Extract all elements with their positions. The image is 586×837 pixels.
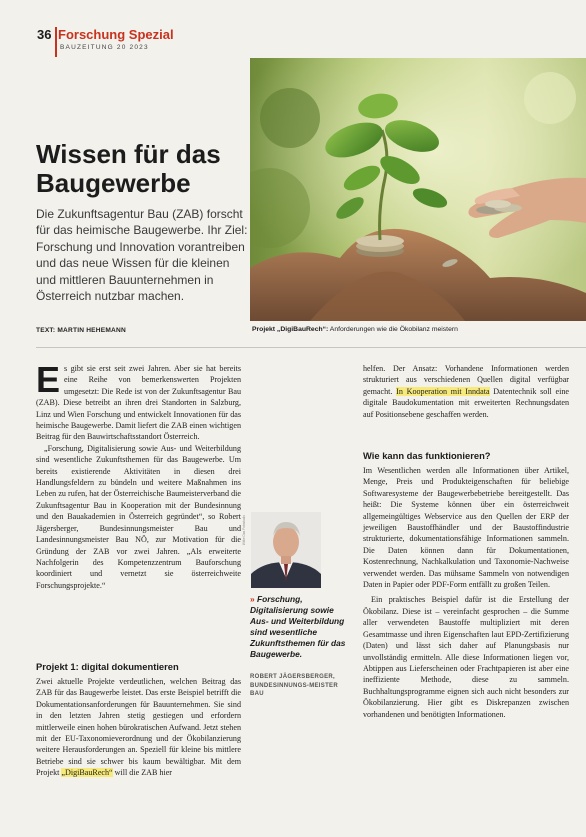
pull-quote: » Forschung, Digitalisierung sowie Aus- und Weiterbildung sind wesentliche Zukunftsthemen für das Baugewerbe. [250,594,346,659]
section-divider [55,27,57,57]
paragraph: Im Wesentlichen werden alle Informationen über Artikel, Menge, Preis und Produkteigenschaften für beliebige Softwaresysteme der Baugewerbebetriebe bereitgestellt. Das heißt: Die Systeme können über ein österreichweit allgemeingültiges Webservice aus den Quellen der ERP der jeweiligen Baustoffhändler und der Baustoffindustrie strukturierte, dokumentationsfähige Informationen sammeln. Die Daten können dann für Dokumentationen, Kostenrechnung, Nachkalkulation und Taxonomie-Nachweise verwendet werden. Das mühsame Sammeln von notwendigen Daten in Papier oder PDF-Form entfällt zu großen Teilen. [363,466,569,590]
quote-mark-icon: » [250,594,255,604]
article-title: Wissen für das Baugewerbe [36,139,221,198]
page-number: 36 [37,27,52,42]
body-column-2-cont [363,465,569,720]
body-column-1 [36,359,241,591]
author-byline: TEXT: MARTIN HEHEMANN [36,327,126,334]
article-lead: Die Zukunftsagentur Bau (ZAB) forscht für das heimische Baugewerbe. Ihr Ziel: Forschung und Innovation vorantreiben und das neue Wissen für die kleinen und mittleren Bauunternehmen in Österreich nutzbar machen. [36,207,248,304]
subheading: Wie kann das funktionieren? [363,450,491,461]
photo-caption: Projekt „DigiBauRech“: Anforderungen wie die Ökobilanz meistern [252,326,458,333]
issue-label: BAUZEITUNG 20 2023 [60,44,149,51]
photo-credit: Wilke Das Fotostudio [242,515,246,546]
plant-coins-photo [250,58,586,321]
body-column-2 [363,363,569,420]
subheading: Projekt 1: digital dokumentieren [36,661,179,672]
divider-line [36,347,586,348]
paragraph: helfen. Der Ansatz: Vorhandene Informationen werden strukturiert aus verschiedenen Quellen digital verfügbar gemacht. In Kooperation mit Inndata Datentechnik soll eine digitale Baudokumentation mit erweiterten Rechnungsdaten auf Positionsebene geschaffen werden. [363,364,569,419]
portrait-photo [251,512,321,588]
drop-cap: E [36,359,61,400]
paragraph: Zwei aktuelle Projekte verdeutlichen, welchen Beitrag das ZAB für das Baugewerbe leistet. Das erste Beispiel betrifft die Dokumentationsanforderungen für Bauunternehmen. Sie sind in den letzten Jahren stetig gestiegen und erfordern mittlerweile einen hohen bürokratischen Aufwand. Jetzt stehen mit der EU-Taxonomieverordnung und der Ökobilanzierung weitere Herausforderungen an. Speziell für kleine bis mittlere Betriebe sind sie schwer bis kaum bewältigbar. Mit dem Projekt „DigiBauRech“ will die ZAB hier [36,677,241,778]
paragraph: Es gibt sie erst seit zwei Jahren. Aber sie hat bereits eine Reihe von bemerkenswerten Projekten umgesetzt: Die Rede ist von der Zukunftsagentur Bau (ZAB). Diese betreibt an ihren drei Standorten in Salzburg, Linz und Wien Forschung und entwickelt Innovationen für das heimische Baugewerbe. Damit liefert die ZAB einen wichtigen Beitrag für den Bauwirtschaftsstandort Österreich. [36,359,241,442]
paragraph: „Forschung, Digitalisierung sowie Aus- und Weiterbildung sind wesentliche Zukunftsthemen für das Baugewerbe. Um bereits existierende Aktivitäten in diesen drei Handlungsfeldern zu bündeln und weitere Maßnahmen ins Leben zu rufen, hat der Österreichische Baumeisterverband die Zukunftsagentur Bau in Kooperation mit der Bundesinnung und den Bauakademien in Österreich gegründet“, so Robert Jägersberger, Bundesinnungsmeister Bau und Landesinnungsmeister Bau NÖ, zur Motivation für die Gründung der ZAB vor zwei Jahren. „Als erweiterte Nachfolgerin des Kompetenzzentrum Bauforschung koordiniert und vernetzt sie österreichweite Forschungsprojekte.“ [36,443,241,590]
paragraph: Ein praktisches Beispiel dafür ist die Erstellung der Ökobilanz. Diese ist – vereinfacht gesprochen – die Summe aller verwendeten Baustoffe multipliziert mit deren Gesamtmasse und ihren Eigenschaften laut EPD-Zertifizierung (Daten) und lässt sich daher auf Planungsbasis nur unvollständig ermitteln. Alle diese Informationen liegen vor, Abtippen aus Lieferscheinen oder Frachtpapieren ist aber eine ineffiziente Methode, diese zu sammeln. Buchhaltungsprogramme eignen sich auch nicht besonders zur Ökobilanzierung. Hier gibt es Diskrepanzen zwischen vorhandenen und benötigten Informationen. [363,595,569,719]
body-column-1-cont [36,676,241,779]
section-title: Forschung Spezial [58,27,174,42]
quote-author: ROBERT JÄGERSBERGER, BUNDESINNUNGS-MEISTER BAU [250,674,338,697]
